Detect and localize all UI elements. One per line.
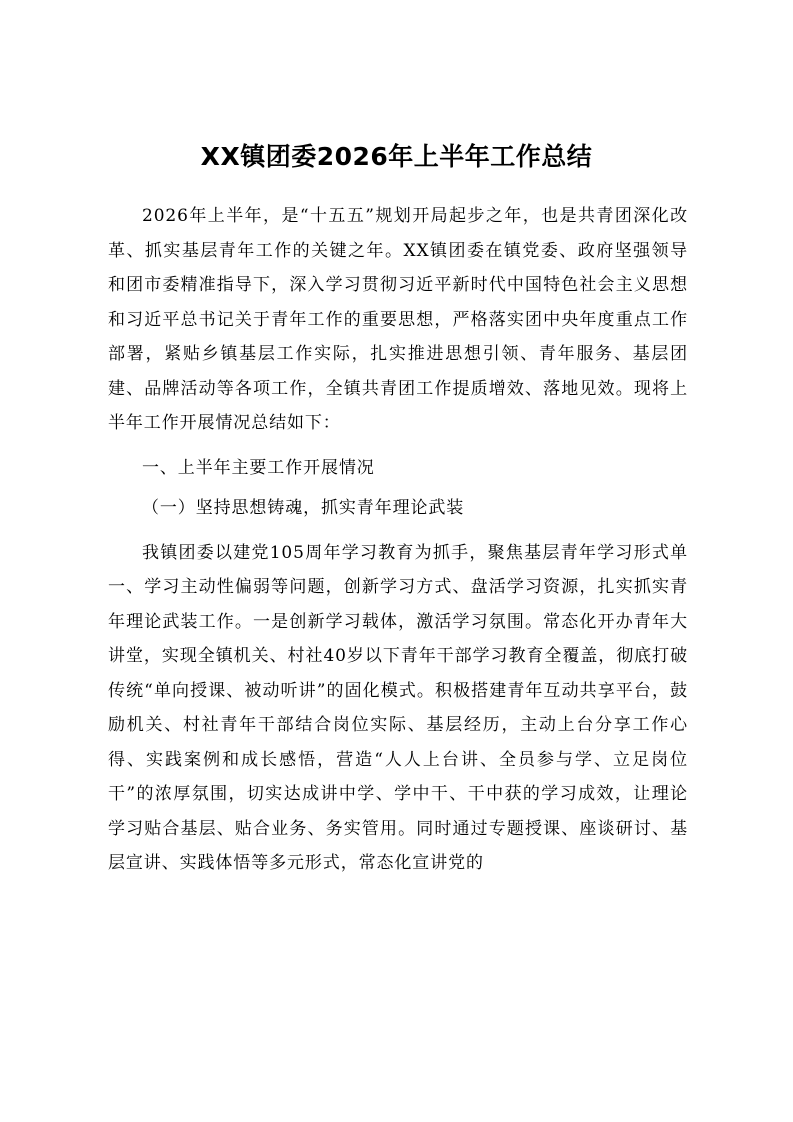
subsection-heading: （一）坚持思想铸魂，抓实青年理论武装 [142,498,465,518]
body-paragraph: 我镇团委以建党105周年学习教育为抓手，聚焦基层青年学习形式单一、学习主动性偏弱等问题，创新学习方式、盘活学习资源，扎实抓实青年理论武装工作。一是创新学习载体，激活学习氛围。常态化开办青年大讲堂，实现全镇机关、村社40岁以下青年干部学习教育全覆盖，彻底打破传统“单向授课、被动听讲”的固化模式。积极搭建青年互动共享平台，鼓励机关、村社青年干部结合岗位实际、基层经历，主动上台分享工作心得、实践案例和成长感悟，营造“人人上台讲、全员参与学、立足岗位干”的浓厚氛围，切实达成讲中学、学中干、干中获的学习成效，让理论学习贴合基层、贴合业务、务实管用。同时通过专题授课、座谈研讨、基层宣讲、实践体悟等多元形式，常态化宣讲党的 [108,542,688,873]
document-title: XX镇团委2026年上半年工作总结 [200,142,593,171]
section-heading: 一、上半年主要工作开展情况 [142,457,375,478]
intro-paragraph: 2026年上半年，是“十五五”规划开局起步之年，也是共青团深化改革、抓实基层青年工作的关键之年。XX镇团委在镇党委、政府坚强领导和团市委精准指导下，深入学习贯彻习近平新时代中国特色社会主义思想和习近平总书记关于青年工作的重要思想，严格落实团中央年度重点工作部署，紧贴乡镇基层工作实际，扎实推进思想引领、青年服务、基层团建、品牌活动等各项工作，全镇共青团工作提质增效、落地见效。现将上半年工作开展情况总结如下： [108,206,688,433]
document-body [108,199,688,881]
